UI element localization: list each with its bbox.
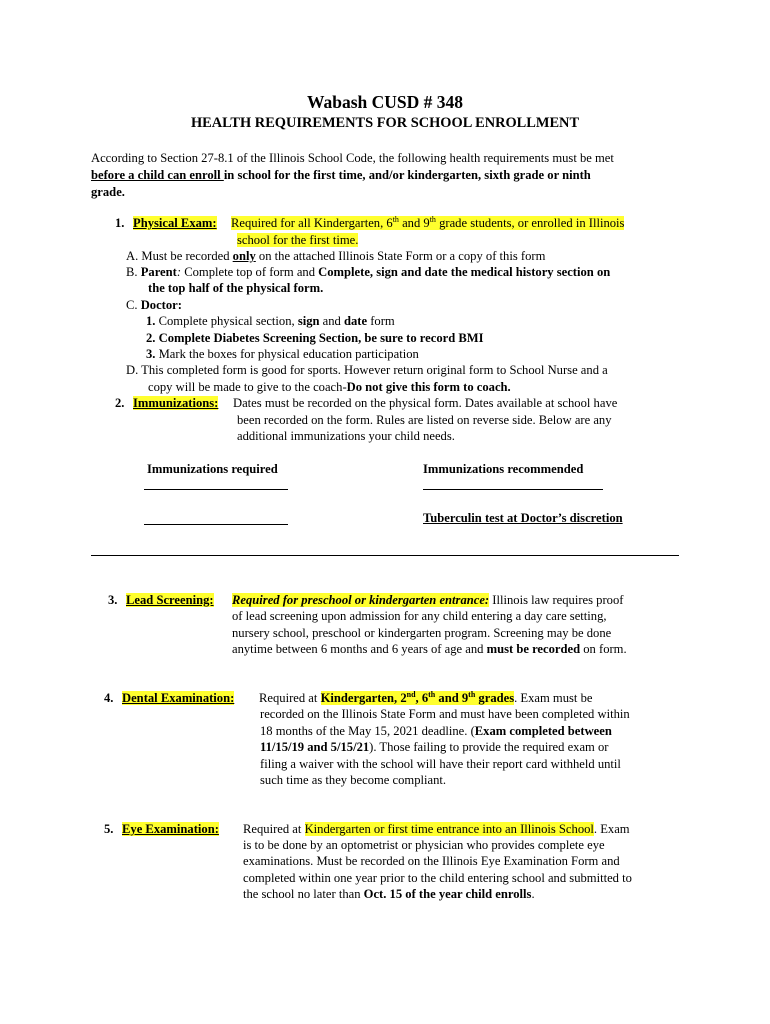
tuberculin-note: Tuberculin test at Doctor’s discretion bbox=[423, 511, 623, 525]
s2-label: Immunizations: bbox=[133, 396, 219, 410]
s5-number: 5. bbox=[104, 822, 114, 836]
s2-text-1: Dates must be recorded on the physical form. Dates available at school have bbox=[233, 396, 618, 410]
s1-label: Physical Exam: bbox=[133, 216, 217, 230]
s4-text-3: 18 months of the May 15, 2021 deadline. (Exam completed between bbox=[260, 724, 612, 738]
s5-text-4: completed within one year prior to the child entering school and submitted to bbox=[243, 871, 632, 885]
s5-text-5: the school no later than Oct. 15 of the year child enrolls. bbox=[243, 887, 535, 901]
s4-text-1: Required at Kindergarten, 2nd, 6th and 9th grades. Exam must be bbox=[259, 689, 593, 705]
s1-item-d-cont: copy will be made to give to the coach-Do not give this form to coach. bbox=[148, 380, 511, 394]
intro-bold: in school for the first time, and/or kindergarten, sixth grade or ninth bbox=[223, 168, 591, 182]
s2-text-3: additional immunizations your child needs. bbox=[237, 429, 455, 443]
s3-text-2: of lead screening upon admission for any child entering a day care setting, bbox=[232, 609, 607, 623]
s4-text-4: 11/15/19 and 5/15/21). Those failing to provide the required exam or bbox=[260, 740, 609, 754]
s1-item-b: B. Parent: Complete top of form and Complete, sign and date the medical history section on bbox=[126, 265, 611, 279]
s4-label: Dental Examination: bbox=[122, 691, 235, 705]
s5-text-2: is to be done by an optometrist or physician who provides complete eye bbox=[243, 838, 605, 852]
s3-label: Lead Screening: bbox=[126, 593, 214, 607]
s1-item-c: C. Doctor: bbox=[126, 298, 182, 312]
required-blank-line-1[interactable] bbox=[144, 489, 288, 490]
s3-text-4: anytime between 6 months and 6 years of age and must be recorded on form. bbox=[232, 642, 627, 656]
s1-text-2: school for the first time. bbox=[237, 233, 359, 247]
immunizations-recommended-heading: Immunizations recommended bbox=[423, 462, 584, 476]
section-divider bbox=[91, 555, 679, 556]
s2-number: 2. bbox=[115, 396, 125, 410]
s2-text-2: been recorded on the form. Rules are listed on reverse side. Below are any bbox=[237, 413, 612, 427]
s1-item-b-cont: the top half of the physical form. bbox=[148, 281, 324, 295]
recommended-blank-line[interactable] bbox=[423, 489, 603, 490]
intro-line-2 bbox=[91, 167, 591, 183]
s5-text-1: Required at Kindergarten or first time entrance into an Illinois School. Exam bbox=[243, 822, 630, 836]
s5-label: Eye Examination: bbox=[122, 822, 219, 836]
intro-line-3: grade. bbox=[91, 185, 125, 199]
s3-text-3: nursery school, preschool or kindergarten program. Screening may be done bbox=[232, 626, 612, 640]
s4-text-6: such time as they become compliant. bbox=[260, 773, 447, 787]
required-blank-line-2[interactable] bbox=[144, 524, 288, 525]
intro-underline: before a child can enroll bbox=[91, 168, 224, 182]
s4-text-5: filing a waiver with the school will have their report card withheld until bbox=[260, 757, 621, 771]
s1-item-c2: 2. Complete Diabetes Screening Section, be sure to record BMI bbox=[146, 331, 484, 345]
s1-item-c3: 3. Mark the boxes for physical education participation bbox=[146, 347, 419, 361]
s3-number: 3. bbox=[108, 593, 118, 607]
immunizations-required-heading: Immunizations required bbox=[147, 462, 278, 476]
s1-item-d: D. This completed form is good for sports. However return original form to School Nurse and a bbox=[126, 363, 608, 377]
s3-text-1: Required for preschool or kindergarten entrance: Illinois law requires proof bbox=[232, 593, 624, 607]
s4-number: 4. bbox=[104, 691, 114, 705]
page-title: Wabash CUSD # 348 bbox=[306, 92, 464, 112]
intro-line-1: According to Section 27-8.1 of the Illinois School Code, the following health requirements must be met bbox=[91, 151, 614, 165]
s1-item-c1: 1. Complete physical section, sign and date form bbox=[146, 314, 395, 328]
s1-item-a: A. Must be recorded only on the attached Illinois State Form or a copy of this form bbox=[126, 249, 546, 263]
s5-text-3: examinations. Must be recorded on the Illinois Eye Examination Form and bbox=[243, 854, 620, 868]
s1-number: 1. bbox=[115, 216, 125, 230]
s4-text-2: recorded on the Illinois State Form and must have been completed within bbox=[260, 707, 630, 721]
page-subtitle: HEALTH REQUIREMENTS FOR SCHOOL ENROLLMENT bbox=[190, 115, 580, 131]
s1-text-1: Required for all Kindergarten, 6th and 9th grade students, or enrolled in Illinois bbox=[231, 214, 625, 230]
